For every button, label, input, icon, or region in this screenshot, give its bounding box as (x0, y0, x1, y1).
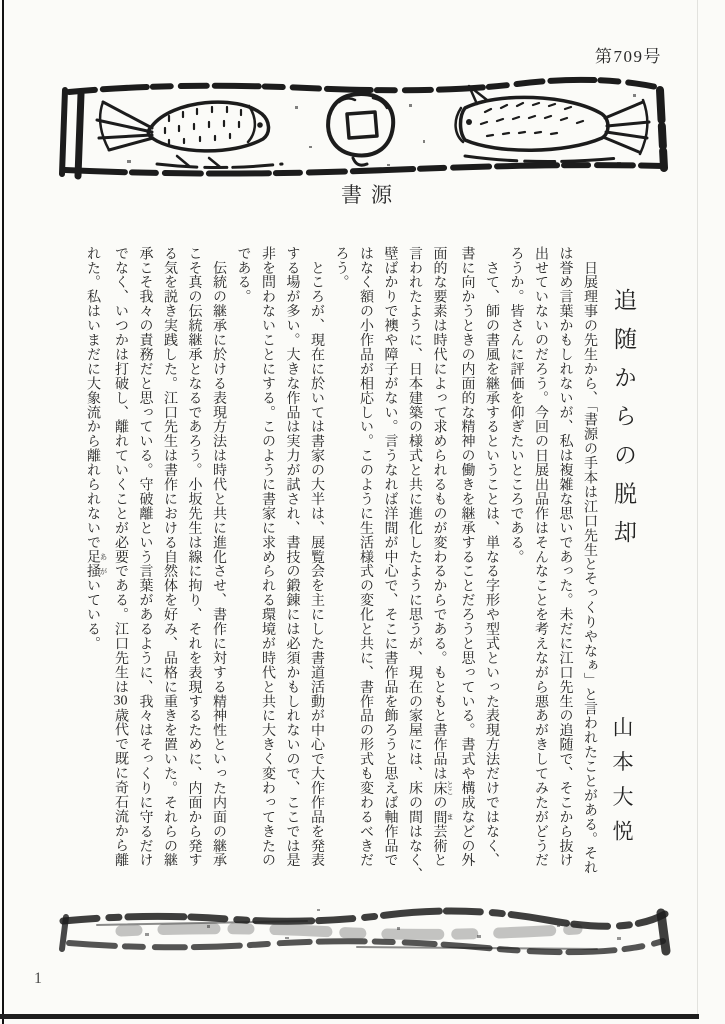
footer-ink-band-artwork (57, 903, 672, 961)
article-body (80, 246, 602, 884)
text-column: である。 (235, 246, 251, 304)
text-column: 壁ばかりで襖や障子がない。言うなれば洋間が中心で、そこに書作品を飾ろうと思えば軸作品で (382, 246, 398, 868)
text-column: 日展理事の先生から、「書源の手本は江口先生とそっくりやなぁ」と言われたことがある。それ (582, 246, 597, 875)
text-column: 書に向かうときの内面的な精神の働きを継承することだろうと思っている。書式や構成などの外 (459, 246, 475, 868)
text-column: はなく額の小作品が相応しい。このように生活様式の変化と共に、書作品の形式も変わるべきだ (358, 246, 373, 868)
issue-number: 第709号 (595, 47, 662, 66)
page-number: 1 (34, 970, 42, 987)
masthead-caption: 書源 (341, 183, 401, 207)
text-column: ろうか。皆さんに評価を仰ぎたいところである。 (508, 246, 524, 564)
article-title: 追随からの脱却 (611, 288, 636, 559)
text-column: ところが、現在に於いては書家の大半は、展覧会を主にした書道活動が中心で大作作品を発表 (309, 246, 324, 868)
text-column: れた。私はいまだに大象流から離れられないで足掻 あがいている。 (85, 246, 108, 651)
text-column: 言われたように、日本建築の様式と共に進化したように思うが、現在の家屋には、床の間はなく、 (407, 246, 422, 882)
text-column: は誉め言葉かもしれないが、私は複雑な思いであった。未だに江口先生の追随で、そこから抜け (557, 246, 573, 868)
text-column: 面的な要素は時代によって求められるものが変わるからである。もともと書作品は床 とこの間 ま芸術と (431, 246, 455, 868)
text-column: る気を説き実践した。江口先生は書作における自然体を好み、品格に重きを置いた。それらの継 (162, 246, 177, 868)
text-column: でなく、いつかは打破し、離れていくことが必要である。江口先生は30歳代で既に奇石流から離 (113, 246, 128, 867)
scan-edge-right (697, 0, 698, 1014)
article-author: 山本大悦 (610, 716, 634, 855)
text-column: 伝統の継承に於ける表現方法は時代と共に進化させ、書作に対する精神性といった内面の継承 (211, 246, 226, 868)
masthead-fish-rubbing-artwork (57, 76, 672, 180)
text-column: ろう。 (333, 246, 349, 290)
text-column: 非を問わないことにする。このように書家に求められる環境が時代と共に大きく変わってきたの (260, 246, 275, 868)
scan-edge-bottom (0, 1014, 699, 1019)
text-column: 承こそ我々の責務だと思っている。守破離という言葉があるように、我々はそっくりに守るだけ (137, 246, 153, 868)
scan-edge-left (2, 0, 4, 1024)
text-column: さて、師の書風を継承するということは、単なる字形や型式といった表現方法だけではなく、 (484, 246, 499, 868)
text-column: こそ真の伝統継承となるであろう。小坂先生は線に拘り、それを表現するために、内面から発す (186, 246, 202, 868)
text-column: 出せていないのだろう。今回の日展出品作はそんなことを考えながら悪あがきしてみたがどうだ (533, 246, 548, 868)
text-column: する場が多い。大きな作品は実力が試され、書技の鍛錬には必須かもしれないので、ここでは是 (284, 246, 300, 868)
